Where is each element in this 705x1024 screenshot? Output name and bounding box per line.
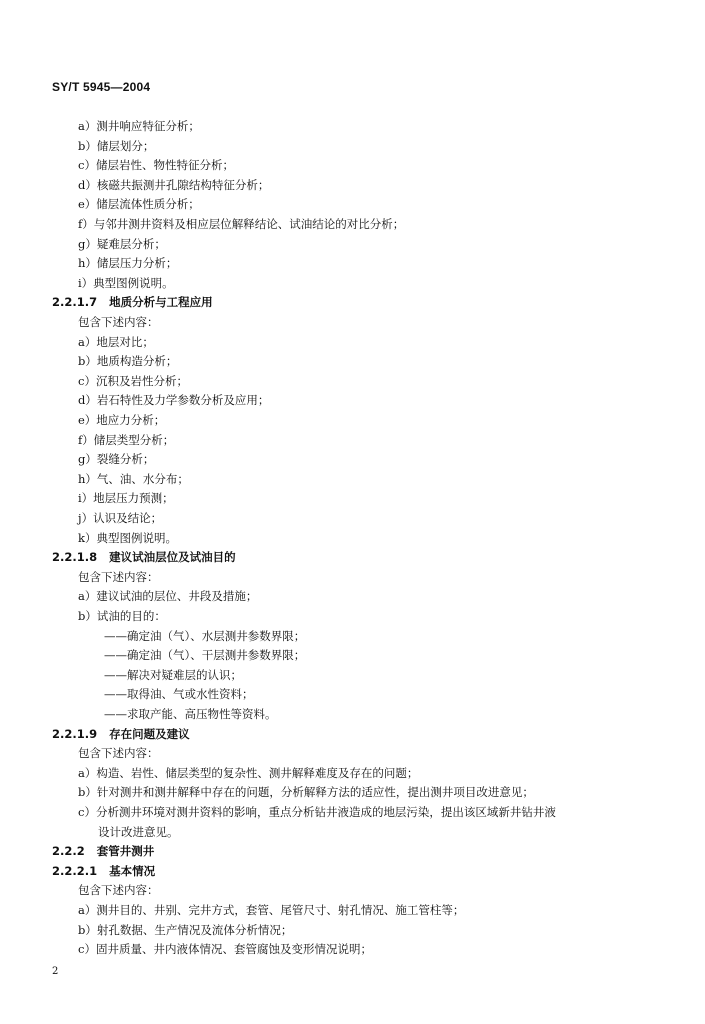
text-line: i）地层压力预测；: [78, 491, 174, 506]
text-line: c）分析测井环境对测井资料的影响，重点分析钻井液造成的地层污染，提出该区域新井钻井液: [78, 805, 556, 819]
section-title: 建议试油层位及试油目的: [109, 550, 236, 565]
section-number: 2.2.2.1: [52, 863, 98, 878]
text-line: ——解决对疑难层的认识；: [104, 667, 242, 682]
text-line: b）地质构造分析；: [78, 354, 178, 369]
section-heading: [52, 844, 154, 859]
text-line: a）构造、岩性、储层类型的复杂性、测井解释难度及存在的问题；: [78, 765, 419, 780]
text-line: f）储层类型分析；: [78, 432, 175, 447]
text-line: d）岩石特性及力学参数分析及应用；: [78, 393, 270, 408]
section-number: 2.2.1.8: [52, 550, 98, 565]
text-line: e）地应力分析；: [78, 413, 166, 427]
text-line: a）测井响应特征分析；: [78, 119, 200, 133]
text-line: 包含下述内容：: [78, 315, 159, 329]
text-line: 包含下述内容：: [78, 746, 159, 761]
section-title: 基本情况: [109, 863, 156, 878]
section-heading: [52, 295, 213, 310]
text-line: b）储层划分；: [78, 138, 155, 153]
text-line: h）气、油、水分布；: [78, 471, 189, 486]
text-line: g）疑难层分析；: [78, 236, 166, 251]
text-line: 设计改进意见。: [98, 824, 179, 839]
section-number: 2.2.1.7: [52, 295, 98, 310]
text-line: e）储层流体性质分析；: [78, 197, 200, 212]
text-line: g）裂缝分析；: [78, 452, 155, 467]
section-number: 2.2.2: [52, 844, 85, 859]
text-line: ——确定油（气）、干层测井参数界限；: [104, 648, 306, 663]
section-title: 套管井测井: [96, 844, 155, 859]
text-line: b）针对测井和测井解释中存在的问题，分析解释方法的适应性，提出测井项目改进意见；: [78, 785, 534, 800]
text-line: j）认识及结论；: [78, 511, 163, 525]
text-line: c）沉积及岩性分析；: [78, 373, 188, 388]
text-line: d）核磁共振测井孔隙结构特征分析；: [78, 177, 270, 192]
text-line: a）建议试油的层位、井段及措施；: [78, 589, 258, 604]
standard-header: SY/T 5945—2004: [52, 80, 151, 94]
text-line: h）储层压力分析；: [78, 256, 178, 271]
page-number: 2: [52, 966, 59, 977]
text-line: ——求取产能、高压物性等资料。: [104, 707, 277, 721]
text-line: a）测井目的、井别、完井方式，套管、尾管尺寸、射孔情况、施工管柱等；: [78, 903, 465, 917]
text-line: a）地层对比；: [78, 334, 154, 349]
section-title: 地质分析与工程应用: [109, 295, 213, 310]
section-number: 2.2.1.9: [52, 726, 98, 741]
text-line: ——取得油、气或水性资料；: [104, 687, 254, 702]
section-heading: [52, 864, 155, 879]
text-line: 包含下述内容：: [78, 569, 159, 584]
text-line: k）典型图例说明。: [78, 530, 177, 545]
text-line: b）试油的目的：: [78, 609, 166, 623]
section-title: 存在问题及建议: [109, 726, 190, 741]
section-heading: [52, 727, 190, 742]
text-line: f）与邻井测井资料及相应层位解释结论、试油结论的对比分析；: [78, 217, 405, 231]
text-line: b）射孔数据、生产情况及流体分析情况；: [78, 922, 293, 937]
text-line: c）固井质量、井内液体情况、套管腐蚀及变形情况说明；: [78, 942, 372, 957]
text-line: ——确定油（气）、水层测井参数界限；: [104, 628, 306, 643]
section-heading: [52, 550, 236, 565]
text-line: i）典型图例说明。: [78, 275, 174, 290]
text-line: 包含下述内容：: [78, 883, 159, 898]
text-line: c）储层岩性、物性特征分析；: [78, 158, 234, 173]
